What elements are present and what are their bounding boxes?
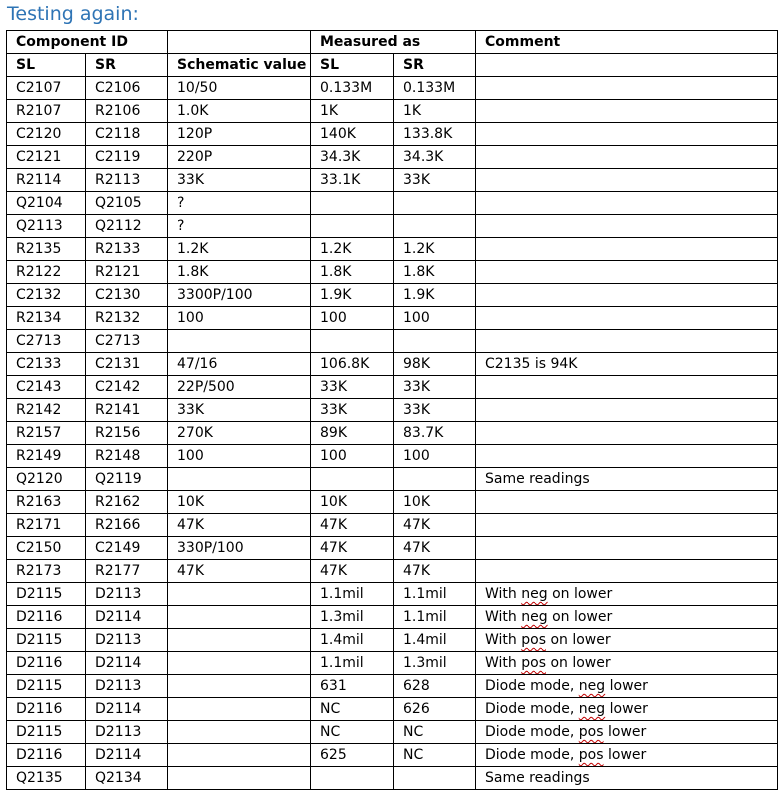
- cell-measured-sr: [394, 215, 476, 238]
- cell-sr: R2121: [86, 261, 168, 284]
- cell-schematic-value: 1.0K: [168, 100, 311, 123]
- cell-schematic-value: [168, 652, 311, 675]
- cell-measured-sl: 0.133M: [311, 77, 394, 100]
- cell-sr: R2106: [86, 100, 168, 123]
- table-row: [7, 491, 778, 514]
- cell-schematic-value: 220P: [168, 146, 311, 169]
- cell-schematic-value: [168, 721, 311, 744]
- cell-measured-sr: 47K: [394, 514, 476, 537]
- cell-sl: R2149: [7, 445, 86, 468]
- cell-sr: D2113: [86, 583, 168, 606]
- cell-measured-sl: 47K: [311, 514, 394, 537]
- table-row: [7, 146, 778, 169]
- cell-schematic-value: 33K: [168, 169, 311, 192]
- header-row-sub: [7, 54, 778, 77]
- table-row: [7, 353, 778, 376]
- spellcheck-word: pos: [578, 724, 604, 740]
- cell-measured-sl: 1.1mil: [311, 583, 394, 606]
- cell-measured-sl: 1.1mil: [311, 652, 394, 675]
- cell-sr: C2142: [86, 376, 168, 399]
- cell-sr: Q2112: [86, 215, 168, 238]
- cell-schematic-value: 3300P/100: [168, 284, 311, 307]
- cell-schematic-value: 47K: [168, 560, 311, 583]
- cell-sl: R2135: [7, 238, 86, 261]
- cell-measured-sr: [394, 330, 476, 353]
- cell-measured-sr: 98K: [394, 353, 476, 376]
- cell-schematic-value: 47K: [168, 514, 311, 537]
- cell-measured-sr: 626: [394, 698, 476, 721]
- cell-sl: D2115: [7, 721, 86, 744]
- cell-schematic-value: ?: [168, 192, 311, 215]
- cell-sr: C2130: [86, 284, 168, 307]
- cell-measured-sr: 10K: [394, 491, 476, 514]
- table-row: [7, 652, 778, 675]
- cell-sr: D2114: [86, 652, 168, 675]
- cell-comment: Diode mode, pos lower: [476, 744, 778, 767]
- cell-measured-sl: 1.2K: [311, 238, 394, 261]
- cell-comment: With pos on lower: [476, 629, 778, 652]
- table-body: [7, 31, 778, 790]
- cell-schematic-value: 100: [168, 307, 311, 330]
- header-sr: SR: [86, 54, 168, 77]
- cell-sr: R2156: [86, 422, 168, 445]
- table-row: [7, 560, 778, 583]
- cell-sl: C2143: [7, 376, 86, 399]
- table-row: [7, 721, 778, 744]
- cell-sl: C2150: [7, 537, 86, 560]
- cell-schematic-value: [168, 330, 311, 353]
- cell-measured-sr: 0.133M: [394, 77, 476, 100]
- cell-sr: Q2105: [86, 192, 168, 215]
- header-row-top: [7, 31, 778, 54]
- cell-sl: C2713: [7, 330, 86, 353]
- table-row: [7, 767, 778, 790]
- cell-sl: R2163: [7, 491, 86, 514]
- cell-measured-sr: 628: [394, 675, 476, 698]
- cell-sr: C2131: [86, 353, 168, 376]
- cell-schematic-value: ?: [168, 215, 311, 238]
- cell-schematic-value: 100: [168, 445, 311, 468]
- cell-measured-sr: [394, 192, 476, 215]
- cell-comment: [476, 215, 778, 238]
- cell-schematic-value: [168, 767, 311, 790]
- cell-sr: Q2119: [86, 468, 168, 491]
- spellcheck-word: neg: [578, 678, 606, 694]
- cell-comment: [476, 399, 778, 422]
- cell-comment: Same readings: [476, 767, 778, 790]
- table-row: [7, 307, 778, 330]
- cell-measured-sl: [311, 767, 394, 790]
- cell-measured-sr: 133.8K: [394, 123, 476, 146]
- table-row: [7, 192, 778, 215]
- cell-measured-sl: 1.9K: [311, 284, 394, 307]
- cell-schematic-value: 47/16: [168, 353, 311, 376]
- cell-sl: Q2120: [7, 468, 86, 491]
- spellcheck-word: neg: [578, 701, 606, 717]
- cell-schematic-value: [168, 606, 311, 629]
- cell-sl: Q2113: [7, 215, 86, 238]
- cell-comment: With pos on lower: [476, 652, 778, 675]
- cell-measured-sr: 47K: [394, 560, 476, 583]
- cell-measured-sl: 47K: [311, 537, 394, 560]
- cell-schematic-value: [168, 629, 311, 652]
- table-row: [7, 698, 778, 721]
- cell-sr: C2119: [86, 146, 168, 169]
- cell-sl: D2116: [7, 744, 86, 767]
- cell-measured-sl: 140K: [311, 123, 394, 146]
- cell-sl: R2107: [7, 100, 86, 123]
- cell-measured-sl: [311, 330, 394, 353]
- spellcheck-word: neg: [521, 609, 548, 625]
- table-row: [7, 169, 778, 192]
- cell-measured-sr: 33K: [394, 376, 476, 399]
- cell-sr: D2113: [86, 675, 168, 698]
- cell-sl: D2116: [7, 606, 86, 629]
- cell-sl: C2120: [7, 123, 86, 146]
- cell-measured-sl: 631: [311, 675, 394, 698]
- cell-sl: D2116: [7, 698, 86, 721]
- cell-measured-sr: 100: [394, 445, 476, 468]
- cell-schematic-value: 22P/500: [168, 376, 311, 399]
- cell-measured-sr: 100: [394, 307, 476, 330]
- cell-sl: Q2135: [7, 767, 86, 790]
- cell-sl: C2132: [7, 284, 86, 307]
- cell-sr: C2106: [86, 77, 168, 100]
- cell-comment: [476, 123, 778, 146]
- table-row: [7, 583, 778, 606]
- cell-sl: R2157: [7, 422, 86, 445]
- cell-sl: R2122: [7, 261, 86, 284]
- cell-schematic-value: 10K: [168, 491, 311, 514]
- table-row: [7, 468, 778, 491]
- cell-measured-sl: 10K: [311, 491, 394, 514]
- cell-schematic-value: [168, 468, 311, 491]
- cell-measured-sl: [311, 192, 394, 215]
- table-row: [7, 675, 778, 698]
- cell-measured-sl: 100: [311, 445, 394, 468]
- cell-measured-sr: 1.3mil: [394, 652, 476, 675]
- table-row: [7, 399, 778, 422]
- cell-comment: [476, 146, 778, 169]
- cell-schematic-value: [168, 744, 311, 767]
- cell-measured-sl: NC: [311, 721, 394, 744]
- cell-comment: [476, 560, 778, 583]
- cell-schematic-value: [168, 583, 311, 606]
- cell-measured-sr: 1.1mil: [394, 583, 476, 606]
- cell-schematic-value: [168, 698, 311, 721]
- cell-sl: D2116: [7, 652, 86, 675]
- cell-sl: D2115: [7, 583, 86, 606]
- cell-measured-sr: 34.3K: [394, 146, 476, 169]
- cell-sr: R2177: [86, 560, 168, 583]
- table-row: [7, 261, 778, 284]
- cell-sl: R2114: [7, 169, 86, 192]
- cell-schematic-value: [168, 675, 311, 698]
- cell-sl: D2115: [7, 675, 86, 698]
- cell-comment: [476, 261, 778, 284]
- cell-comment: [476, 284, 778, 307]
- cell-measured-sl: 1.8K: [311, 261, 394, 284]
- cell-schematic-value: 270K: [168, 422, 311, 445]
- cell-sr: D2114: [86, 698, 168, 721]
- cell-measured-sr: 1.9K: [394, 284, 476, 307]
- cell-sr: D2113: [86, 629, 168, 652]
- cell-measured-sr: 33K: [394, 169, 476, 192]
- table-row: [7, 77, 778, 100]
- table-row: [7, 629, 778, 652]
- table-row: [7, 215, 778, 238]
- cell-sr: R2162: [86, 491, 168, 514]
- table-row: [7, 376, 778, 399]
- table-row: [7, 330, 778, 353]
- cell-comment: With neg on lower: [476, 606, 778, 629]
- cell-sr: R2113: [86, 169, 168, 192]
- table-row: [7, 100, 778, 123]
- cell-schematic-value: 1.8K: [168, 261, 311, 284]
- cell-measured-sr: [394, 767, 476, 790]
- cell-sr: C2149: [86, 537, 168, 560]
- cell-measured-sl: 106.8K: [311, 353, 394, 376]
- cell-comment: With neg on lower: [476, 583, 778, 606]
- table-row: [7, 284, 778, 307]
- table-row: [7, 606, 778, 629]
- table-row: [7, 445, 778, 468]
- header-measured-sl: SL: [311, 54, 394, 77]
- cell-measured-sl: 1.3mil: [311, 606, 394, 629]
- page-heading: Testing again:: [7, 3, 139, 25]
- cell-comment: Diode mode, neg lower: [476, 698, 778, 721]
- cell-measured-sl: [311, 215, 394, 238]
- cell-sr: D2113: [86, 721, 168, 744]
- cell-comment: [476, 307, 778, 330]
- cell-measured-sr: 83.7K: [394, 422, 476, 445]
- cell-comment: [476, 238, 778, 261]
- cell-sr: C2713: [86, 330, 168, 353]
- cell-measured-sl: 33.1K: [311, 169, 394, 192]
- cell-comment: [476, 445, 778, 468]
- cell-measured-sl: 1.4mil: [311, 629, 394, 652]
- cell-measured-sr: 1.2K: [394, 238, 476, 261]
- cell-measured-sr: 47K: [394, 537, 476, 560]
- cell-sr: R2132: [86, 307, 168, 330]
- cell-comment: [476, 491, 778, 514]
- cell-schematic-value: 120P: [168, 123, 311, 146]
- header-schematic-value: Schematic value: [168, 54, 311, 77]
- header-blank: [168, 31, 311, 54]
- cell-measured-sl: 625: [311, 744, 394, 767]
- cell-measured-sl: 89K: [311, 422, 394, 445]
- cell-sr: Q2134: [86, 767, 168, 790]
- table-row: [7, 123, 778, 146]
- cell-sr: D2114: [86, 744, 168, 767]
- cell-measured-sl: 34.3K: [311, 146, 394, 169]
- header-measured-sr: SR: [394, 54, 476, 77]
- cell-sr: C2118: [86, 123, 168, 146]
- table-row: [7, 238, 778, 261]
- cell-comment: [476, 330, 778, 353]
- cell-measured-sl: NC: [311, 698, 394, 721]
- cell-measured-sl: [311, 468, 394, 491]
- cell-comment: [476, 169, 778, 192]
- cell-comment: Same readings: [476, 468, 778, 491]
- cell-measured-sr: 1K: [394, 100, 476, 123]
- header-comment-blank: [476, 54, 778, 77]
- cell-measured-sl: 47K: [311, 560, 394, 583]
- header-comment: Comment: [476, 31, 778, 54]
- cell-sl: Q2104: [7, 192, 86, 215]
- cell-measured-sr: 1.1mil: [394, 606, 476, 629]
- cell-measured-sr: NC: [394, 744, 476, 767]
- spellcheck-word: pos: [521, 632, 546, 648]
- cell-sr: R2133: [86, 238, 168, 261]
- header-measured-as: Measured as: [311, 31, 476, 54]
- cell-comment: [476, 100, 778, 123]
- cell-measured-sr: 33K: [394, 399, 476, 422]
- spellcheck-word: neg: [521, 586, 548, 602]
- cell-measured-sr: NC: [394, 721, 476, 744]
- cell-comment: C2135 is 94K: [476, 353, 778, 376]
- cell-schematic-value: 1.2K: [168, 238, 311, 261]
- cell-sl: R2173: [7, 560, 86, 583]
- cell-sr: D2114: [86, 606, 168, 629]
- table-row: [7, 744, 778, 767]
- cell-sr: R2148: [86, 445, 168, 468]
- cell-sl: C2107: [7, 77, 86, 100]
- cell-sr: R2166: [86, 514, 168, 537]
- cell-comment: [476, 514, 778, 537]
- cell-measured-sr: [394, 468, 476, 491]
- cell-comment: [476, 77, 778, 100]
- cell-sl: D2115: [7, 629, 86, 652]
- cell-schematic-value: 10/50: [168, 77, 311, 100]
- cell-measured-sl: 100: [311, 307, 394, 330]
- cell-measured-sr: 1.4mil: [394, 629, 476, 652]
- cell-sl: R2142: [7, 399, 86, 422]
- cell-sl: C2133: [7, 353, 86, 376]
- cell-comment: [476, 537, 778, 560]
- table-row: [7, 514, 778, 537]
- cell-comment: Diode mode, pos lower: [476, 721, 778, 744]
- cell-sr: R2141: [86, 399, 168, 422]
- cell-schematic-value: 33K: [168, 399, 311, 422]
- component-table: [6, 30, 778, 790]
- cell-comment: Diode mode, neg lower: [476, 675, 778, 698]
- cell-measured-sl: 33K: [311, 376, 394, 399]
- cell-measured-sl: 1K: [311, 100, 394, 123]
- header-sl: SL: [7, 54, 86, 77]
- spellcheck-word: pos: [578, 747, 604, 763]
- cell-comment: [476, 376, 778, 399]
- table-row: [7, 422, 778, 445]
- cell-measured-sl: 33K: [311, 399, 394, 422]
- cell-schematic-value: 330P/100: [168, 537, 311, 560]
- spellcheck-word: pos: [521, 655, 546, 671]
- header-component-id: Component ID: [7, 31, 168, 54]
- cell-sl: R2171: [7, 514, 86, 537]
- cell-measured-sr: 1.8K: [394, 261, 476, 284]
- cell-sl: R2134: [7, 307, 86, 330]
- cell-comment: [476, 192, 778, 215]
- cell-comment: [476, 422, 778, 445]
- table-row: [7, 537, 778, 560]
- cell-sl: C2121: [7, 146, 86, 169]
